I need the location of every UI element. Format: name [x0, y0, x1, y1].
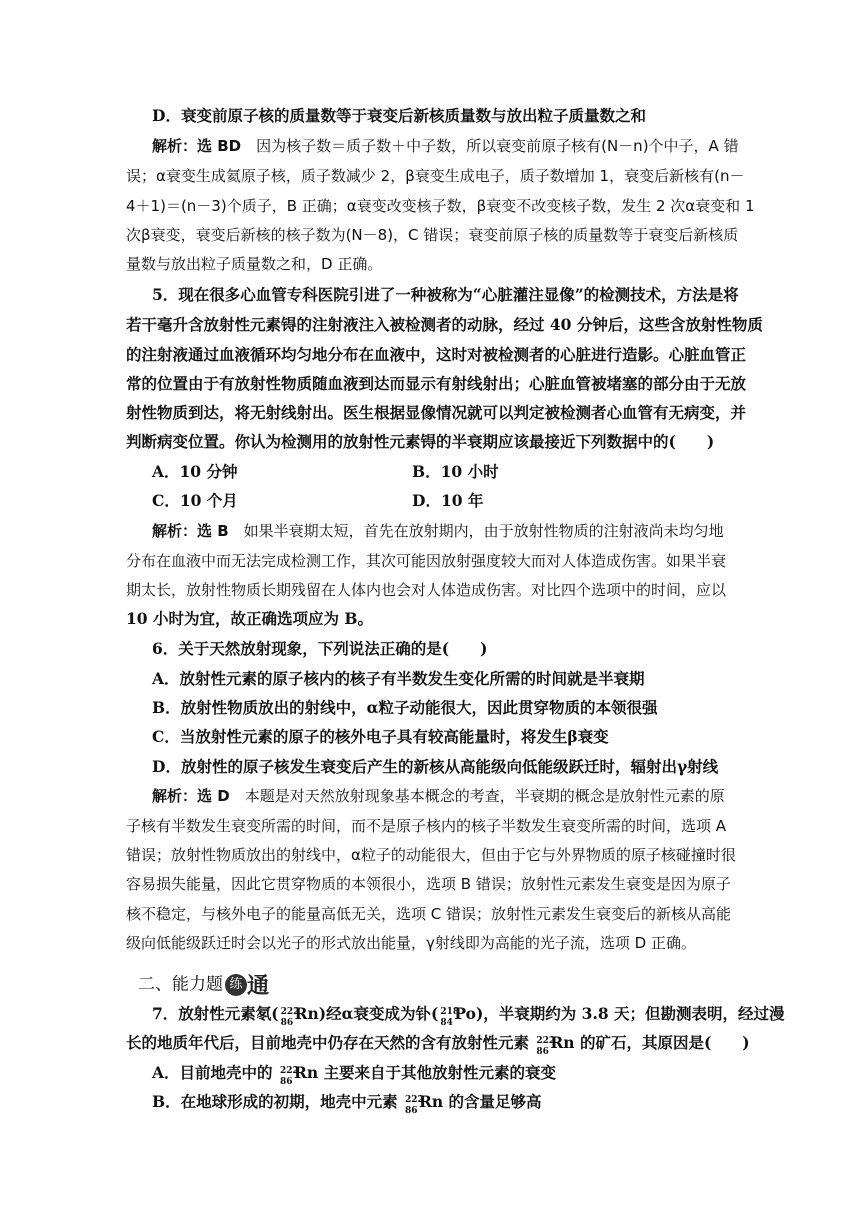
po-z: 84 — [440, 1018, 453, 1028]
q5-stem-line-5: 射性物质到达，将无射线射出。医生根据显像情况就可以判定被检测者心血管有无病变，并 — [126, 403, 747, 422]
q4-analysis-line-1 — [152, 136, 739, 156]
rn-mass: 222 — [536, 1036, 556, 1046]
analysis-text: 如果半衰期太短，首先在放射期内，由于放射性物质的注射液尚未均匀地 — [228, 522, 724, 540]
q6-analysis-line-6: 级向低能级跃迁时会以光子的形式放出能量，γ射线即为高能的光子流，选项 D 正确。 — [126, 934, 696, 952]
rn-mass: 222 — [280, 1007, 300, 1017]
section-header — [138, 969, 269, 1000]
q4-analysis-line-5: 量数与放出粒子质量数之和，D 正确。 — [126, 255, 383, 273]
q5-stem-line-4: 常的位置由于有放射性物质随血液到达而显示有射线射出；心脏血管被堵塞的部分由于无放 — [126, 374, 747, 393]
q4-analysis-line-4: 次β衰变，衰变后新核的核子数为(N－8)，C 错误；衰变前原子核的质量数等于衰变后新核质 — [126, 226, 739, 244]
po-mass: 218 — [440, 1007, 460, 1017]
q5-analysis-line-2: 分布在血液中而无法完成检测工作，其次可能因放射强度较大而对人体造成伤害。如果半衰 — [126, 552, 727, 570]
q7-stem-line-1 — [152, 1004, 785, 1028]
q6-analysis-line-4: 容易损失能量，因此它贯穿物质的本领很小，选项 B 错误；放射性元素发生衰变是因为原子 — [126, 875, 731, 893]
q7-text: Rn 主要来自于其他放射性元素的衰变 — [293, 1063, 556, 1082]
q5-analysis-line-3: 期太长，放射性物质长期残留在人体内也会对人体造成伤害。对比四个选项中的时间，应以 — [126, 581, 727, 599]
rn-isotope — [278, 1063, 299, 1087]
q5-analysis-line-1 — [152, 521, 724, 541]
q5-option-b: B．10 小时 — [412, 462, 499, 481]
rn-isotope — [534, 1033, 556, 1057]
q7-text: Po)，半衰期约为 3.8 天；但勘测表明，经过漫 — [454, 1004, 785, 1023]
section-badge-icon: 练 — [225, 974, 247, 996]
rn-z: 86 — [536, 1047, 549, 1057]
q5-analysis-line-4: 10 小时为宜，故正确选项应为 B。 — [126, 609, 373, 628]
q5-option-a: A．10 分钟 — [152, 462, 238, 481]
q4-option-d: D．衰变前原子核的质量数等于衰变后新核质量数与放出粒子质量数之和 — [152, 106, 646, 125]
q6-option-d: D．放射性的原子核发生衰变后产生的新核从高能级向低能级跃迁时，辐射出γ射线 — [152, 757, 719, 776]
analysis-label: 解析：选 BD — [152, 137, 242, 155]
q7-text: Rn 的矿石，其原因是( ) — [550, 1033, 750, 1052]
rn-mass: 222 — [405, 1095, 424, 1105]
q6-option-b: B．放射性物质放出的射线中，α粒子动能很大，因此贯穿物质的本领很强 — [152, 698, 658, 717]
analysis-label: 解析：选 D — [152, 787, 230, 805]
q7-text: 7．放射性元素氡( — [152, 1004, 279, 1023]
q6-stem: 6．关于天然放射现象，下列说法正确的是( ) — [152, 639, 488, 658]
rn-z: 86 — [279, 1077, 293, 1087]
rn-isotope — [279, 1004, 300, 1028]
q6-analysis-line-5: 核不稳定，与核外电子的能量高低无关，选项 C 错误；放射性元素发生衰变后的新核从高能 — [126, 905, 732, 923]
q5-stem-line-1: 5．现在很多心血管专科医院引进了一种被称为“心脏灌注显像”的检测技术，方法是将 — [152, 285, 739, 304]
analysis-text: 因为核子数＝质子数＋中子数，所以衰变前原子核有(N－n)个中子，A 错 — [241, 137, 739, 155]
q7-text: Rn)经α衰变成为钋( — [294, 1004, 439, 1023]
q7-text: B．在地球形成的初期，地壳中元素 — [152, 1092, 403, 1111]
q5-option-d: D．10 年 — [412, 491, 484, 510]
q7-option-a — [152, 1063, 556, 1087]
rn-z: 86 — [280, 1018, 294, 1028]
q4-analysis-line-2: 误；α衰变生成氦原子核，质子数减少 2，β衰变生成电子，质子数增加 1，衰变后新核有(n－ — [126, 167, 745, 185]
rn-z: 86 — [405, 1106, 418, 1116]
q4-analysis-line-3: 4＋1)＝(n－3)个质子，B 正确；α衰变改变核子数，β衰变不改变核子数，发生 2 次α衰变和 1 — [126, 197, 755, 215]
q6-analysis-line-1 — [152, 786, 725, 806]
q5-stem-line-6: 判断病变位置。你认为检测用的放射性元素锝的半衰期应该最接近下列数据中的( ) — [126, 432, 715, 451]
analysis-label: 解析：选 B — [152, 522, 229, 540]
q6-option-c: C．当放射性元素的原子的核外电子具有较高能量时，将发生β衰变 — [152, 727, 609, 746]
q7-text: 长的地质年代后，目前地壳中仍存在天然的含有放射性元素 — [126, 1033, 535, 1052]
po-isotope — [438, 1004, 460, 1028]
section-title: 二、能力题 — [138, 974, 223, 995]
q5-option-c: C．10 个月 — [152, 491, 238, 510]
analysis-text: 本题是对天然放射现象基本概念的考查，半衰期的概念是放射性元素的原 — [229, 787, 725, 805]
q6-analysis-line-3: 错误；放射性物质放出的射线中，α粒子的动能很大，但由于它与外界物质的原子核碰撞时很 — [126, 846, 736, 864]
q7-option-b — [152, 1092, 542, 1116]
rn-isotope — [403, 1092, 424, 1116]
rn-mass: 222 — [279, 1066, 299, 1076]
q7-text: A．目前地壳中的 — [152, 1063, 278, 1082]
q6-analysis-line-2: 子核有半数发生衰变所需的时间，而不是原子核内的核子半数发生衰变所需的时间，选项 A — [126, 817, 727, 835]
section-title-suffix: 通 — [247, 974, 270, 999]
q5-stem-line-3: 的注射液通过血液循环均匀地分布在血液中，这时对被检测者的心脏进行造影。心脏血管正 — [126, 345, 747, 364]
q6-option-a: A．放射性元素的原子核内的核子有半数发生变化所需的时间就是半衰期 — [152, 669, 645, 688]
q5-stem-line-2: 若干毫升含放射性元素锝的注射液注入被检测者的动脉，经过 40 分钟后，这些含放射性物质 — [126, 315, 763, 334]
q7-text: Rn 的含量足够高 — [419, 1092, 542, 1111]
q7-stem-line-2 — [126, 1033, 750, 1057]
